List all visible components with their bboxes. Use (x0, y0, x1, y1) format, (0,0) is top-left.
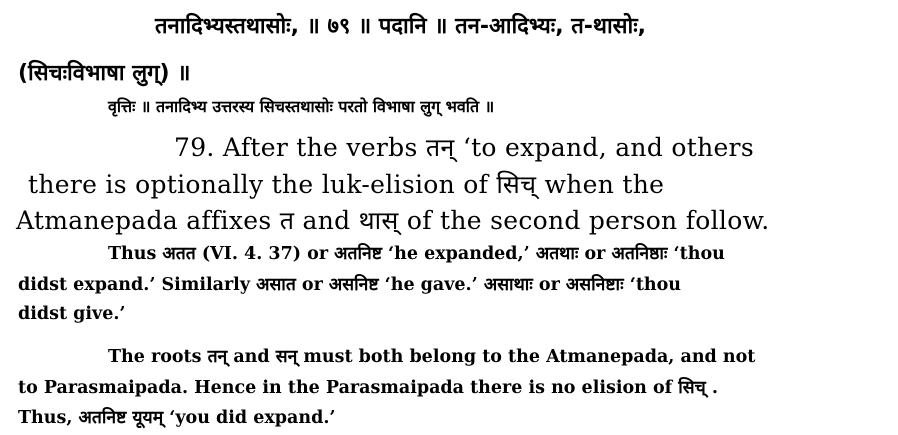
sutra-line-1: तनादिभ्यस्तथासोः, ॥ ७९ ॥ पदानि ॥ तन-आदिभ्यः, त-थासोः, (155, 14, 647, 39)
commentary-p2-line-3: Thus, अतनिष्ट यूयम् ‘you did expand.’ (18, 408, 336, 428)
translation-line-1: 79. After the verbs तन् ‘to expand, and others (174, 133, 754, 162)
commentary-p1-line-1: Thus अतत (VI. 4. 37) or अतनिष्ट ‘he expanded,’ अतथाः or अतनिष्ठाः ‘thou (108, 244, 725, 264)
commentary-p1-line-2: didst expand.’ Similarly असात or असनिष्ट ‘he gave.’ असाथाः or असनिष्टाः ‘thou (18, 275, 682, 295)
commentary-p1-line-3: didst give.’ (18, 304, 126, 324)
translation-line-3: Atmanepada affixes त and थास् of the second person follow. (16, 206, 770, 235)
sutra-line-2: (सिचःविभाषा लुग्) ॥ (18, 61, 191, 86)
commentary-p2-line-1: The roots तन् and सन् must both belong to the Atmanepada, and not (108, 347, 756, 367)
commentary-p2-line-2: to Parasmaipada. Hence in the Parasmaipada there is no elision of सिच् . (18, 378, 718, 398)
vritti-gloss: वृत्तिः ॥ तनादिभ्य उत्तरस्य सिचस्तथासोः परतो विभाषा लुग् भवति ॥ (108, 97, 495, 116)
translation-line-2: there is optionally the luk-elision of सिच् when the (28, 170, 665, 199)
